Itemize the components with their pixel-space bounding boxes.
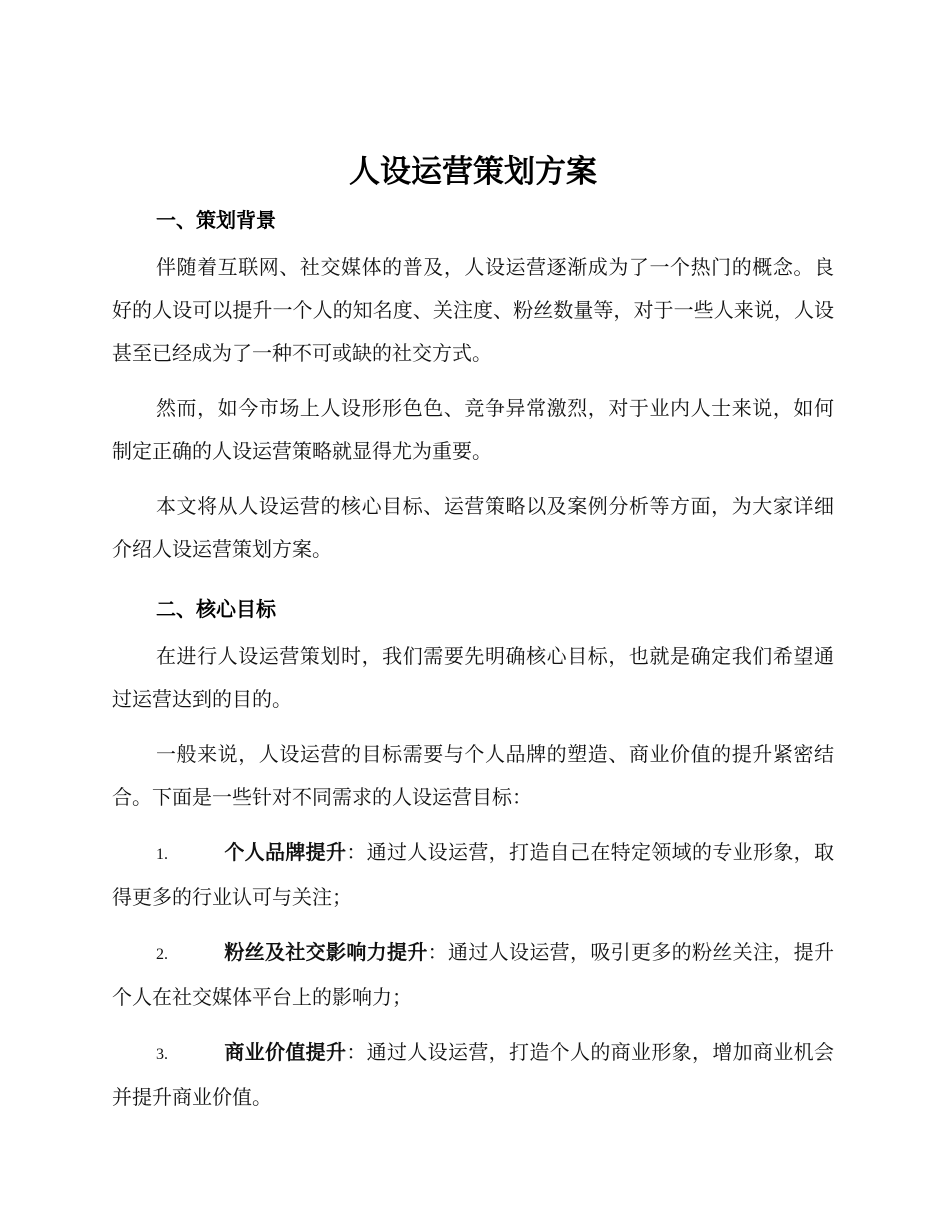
list-item [112, 831, 834, 919]
list-item [112, 931, 834, 1019]
list-item [112, 1031, 834, 1119]
paragraph: 在进行人设运营策划时，我们需要先明确核心目标，也就是确定我们希望通过运营达到的目的。 [112, 644, 834, 711]
list-item-title: 商业价值提升 [224, 1040, 347, 1064]
list-number: 1. [156, 846, 168, 863]
paragraph: 然而，如今市场上人设形形色色、竞争异常激烈，对于业内人士来说，如何制定正确的人设运营策略就显得尤为重要。 [112, 396, 834, 463]
document-content [112, 150, 834, 1119]
list-item-text: ：通过人设运营，吸引更多的粉丝关注，提升个人在社交媒体平台上的影响力； [112, 940, 835, 1009]
document-title: 人设运营策划方案 [349, 154, 597, 190]
paragraph: 本文将从人设运营的核心目标、运营策略以及案例分析等方面，为大家详细介绍人设运营策划方案。 [112, 494, 834, 561]
section-heading-background: 一、策划背景 [156, 208, 276, 232]
list-item-title: 个人品牌提升 [224, 840, 347, 864]
paragraph: 一般来说，人设运营的目标需要与个人品牌的塑造、商业价值的提升紧密结合。下面是一些针对不同需求的人设运营目标： [112, 742, 834, 809]
list-number: 3. [156, 1046, 168, 1063]
list-item-text: ：通过人设运营，打造个人的商业形象，增加商业机会并提升商业价值。 [112, 1040, 835, 1109]
paragraph: 伴随着互联网、社交媒体的普及，人设运营逐渐成为了一个热门的概念。良好的人设可以提升一个人的知名度、关注度、粉丝数量等，对于一些人来说，人设甚至已经成为了一种不可或缺的社交方式。 [112, 255, 834, 365]
list-item-text: ：通过人设运营，打造自己在特定领域的专业形象，取得更多的行业认可与关注； [112, 840, 835, 909]
section-heading-core-goals: 二、核心目标 [156, 597, 276, 621]
list-item-title: 粉丝及社交影响力提升 [224, 940, 428, 964]
list-number: 2. [156, 946, 168, 963]
